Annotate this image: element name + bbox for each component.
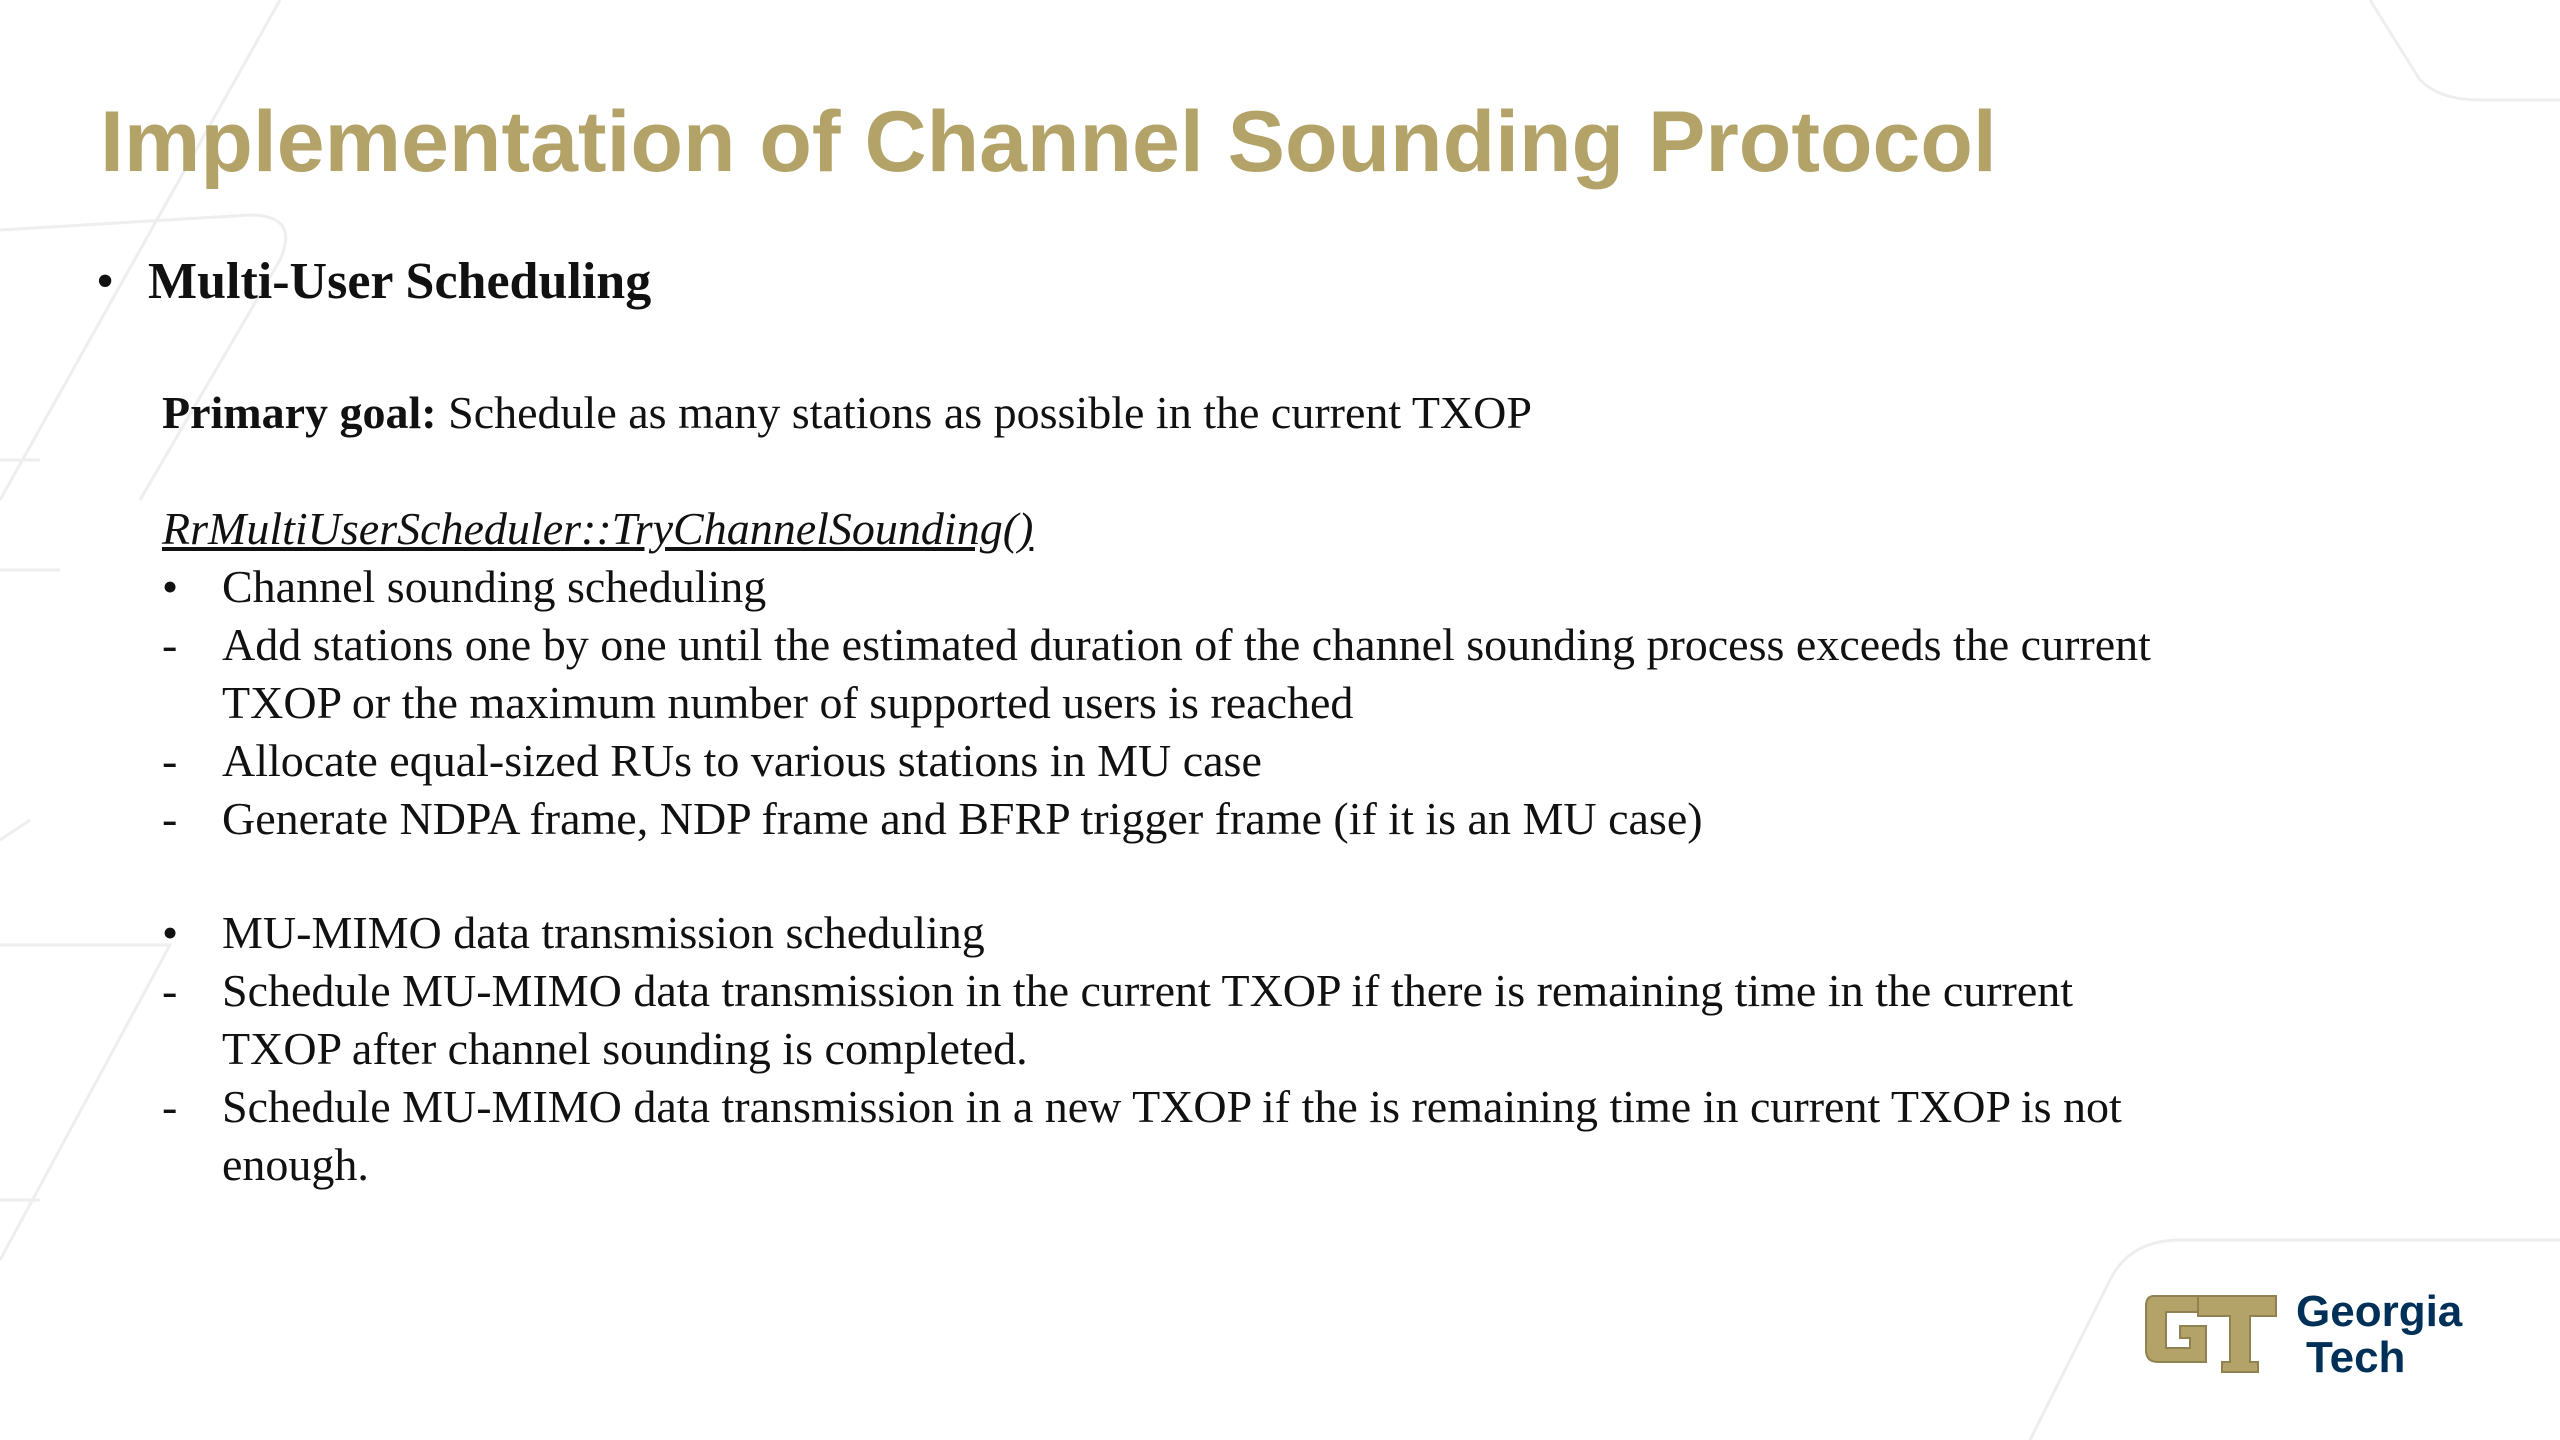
list-item-text: Schedule MU-MIMO data transmission in a new TXOP if the is remaining time in current TXOP is not enough. (222, 1081, 2122, 1190)
list-item (162, 732, 2162, 790)
logo-text-tech: Tech (2306, 1333, 2406, 1382)
list-marker: • (162, 561, 179, 612)
list-marker: • (162, 907, 179, 958)
function-name: RrMultiUserScheduler::TryChannelSounding() (162, 503, 1034, 554)
list-item (162, 904, 2162, 962)
list-item-text: Allocate equal-sized RUs to various stations in MU case (222, 735, 1262, 786)
channel-sounding-list (162, 558, 2162, 848)
list-item (162, 1078, 2162, 1194)
list-item (162, 616, 2162, 732)
list-item-text: Add stations one by one until the estimated duration of the channel sounding process exceeds the current TXOP or the maximum number of supported users is reached (222, 619, 2151, 728)
list-marker: - (162, 965, 178, 1016)
mu-mimo-list (162, 904, 2162, 1194)
list-item-text: Schedule MU-MIMO data transmission in the current TXOP if there is remaining time in the current TXOP after channel sounding is completed. (222, 965, 2074, 1074)
section-heading-text: Multi-User Scheduling (148, 253, 652, 310)
list-item-text: MU-MIMO data transmission scheduling (222, 907, 985, 958)
list-item (162, 790, 2162, 848)
bullet-marker: • (96, 253, 115, 310)
list-marker: - (162, 1081, 178, 1132)
primary-goal (162, 384, 1532, 442)
list-marker: - (162, 735, 178, 786)
section-heading (96, 250, 651, 314)
list-marker: - (162, 619, 178, 670)
logo-text-georgia: Georgia (2296, 1287, 2463, 1336)
list-marker: - (162, 793, 178, 844)
primary-goal-text: Schedule as many stations as possible in the current TXOP (436, 387, 1532, 438)
slide-title: Implementation of Channel Sounding Protocol (100, 94, 1997, 190)
list-item (162, 558, 2162, 616)
list-item-text: Generate NDPA frame, NDP frame and BFRP trigger frame (if it is an MU case) (222, 793, 1703, 844)
primary-goal-label: Primary goal: (162, 387, 437, 438)
list-item-text: Channel sounding scheduling (222, 561, 767, 612)
list-item (162, 962, 2162, 1078)
